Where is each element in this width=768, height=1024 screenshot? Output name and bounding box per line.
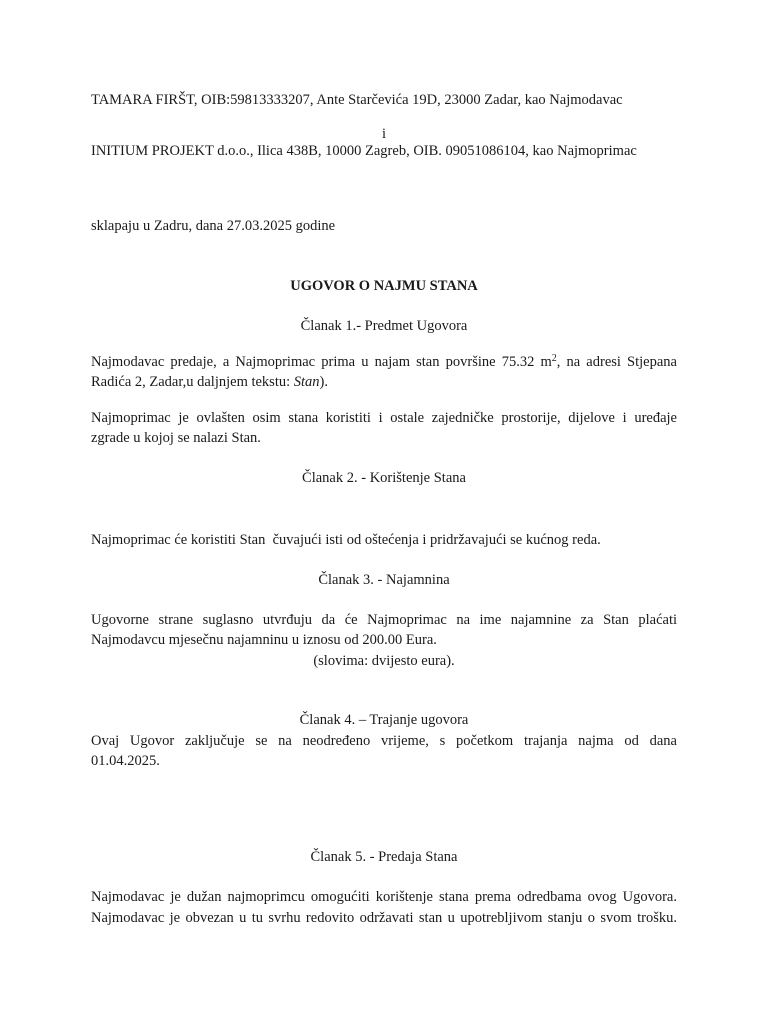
conclusion-place-date: sklapaju u Zadru, dana 27.03.2025 godine	[91, 218, 336, 234]
article-1-paragraph-1-line-1: Najmodavac predaje, a Najmoprimac prima u najam stan površine 75.32 $m^2$, na adresi Stjepana	[91, 353, 677, 370]
article-2-heading: Članak 2. - Korištenje Stana	[302, 470, 466, 486]
article-3-paragraph-line-3: (slovima: dvijesto eura).	[313, 653, 455, 669]
party-conjunction: i	[381, 126, 387, 142]
article-1-paragraph-1-line-2: Radića 2, Zadar,u daljnjem tekstu: Stan).	[91, 374, 329, 390]
article-4-paragraph-line-1: Ovaj Ugovor zaključuje se na neodređeno vrijeme, s početkom trajanja najma od dana	[91, 733, 677, 749]
article-5-heading: Članak 5. - Predaja Stana	[310, 849, 458, 865]
article-1-paragraph-2-line-1: Najmoprimac je ovlašten osim stana koristiti i ostale zajedničke prostorije, dijelove i uređaje	[91, 410, 677, 426]
article-3-paragraph-line-2: Najmodavcu mjesečnu najamninu u iznosu od 200.00 Eura.	[91, 632, 437, 648]
article-1-paragraph-2-line-2: zgrade u kojoj se nalazi Stan.	[91, 430, 261, 446]
article-3-heading: Članak 3. - Najamnina	[318, 572, 450, 588]
tenant-party: INITIUM PROJEKT d.o.o., Ilica 438B, 10000 Zagreb, OIB. 09051086104, kao Najmoprimac	[91, 143, 637, 159]
article-5-paragraph-line-2: Najmodavac je obvezan u tu svrhu redovito održavati stan u upotrebljivom stanju o svom trošku.	[91, 910, 677, 926]
landlord-party: TAMARA FIRŠT, OIB:59813333207, Ante Starčevića 19D, 23000 Zadar, kao Najmodavac	[91, 92, 623, 108]
article-4-paragraph-line-2: 01.04.2025.	[91, 753, 160, 769]
article-3-paragraph-line-1: Ugovorne strane suglasno utvrđuju da će Najmoprimac na ime najamnine za Stan plaćati	[91, 612, 677, 628]
article-1-heading: Članak 1.- Predmet Ugovora	[300, 318, 468, 334]
article-2-paragraph: Najmoprimac će koristiti Stan čuvajući isti od oštećenja i pridržavajući se kućnog reda.	[91, 532, 601, 548]
article-4-heading: Članak 4. – Trajanje ugovora	[299, 712, 469, 728]
article-5-paragraph-line-1: Najmodavac je dužan najmoprimcu omogućiti korištenje stana prema odredbama ovog Ugovora.	[91, 889, 677, 905]
contract-title: UGOVOR O NAJMU STANA	[290, 278, 478, 294]
square-superscript: 2	[551, 353, 557, 364]
